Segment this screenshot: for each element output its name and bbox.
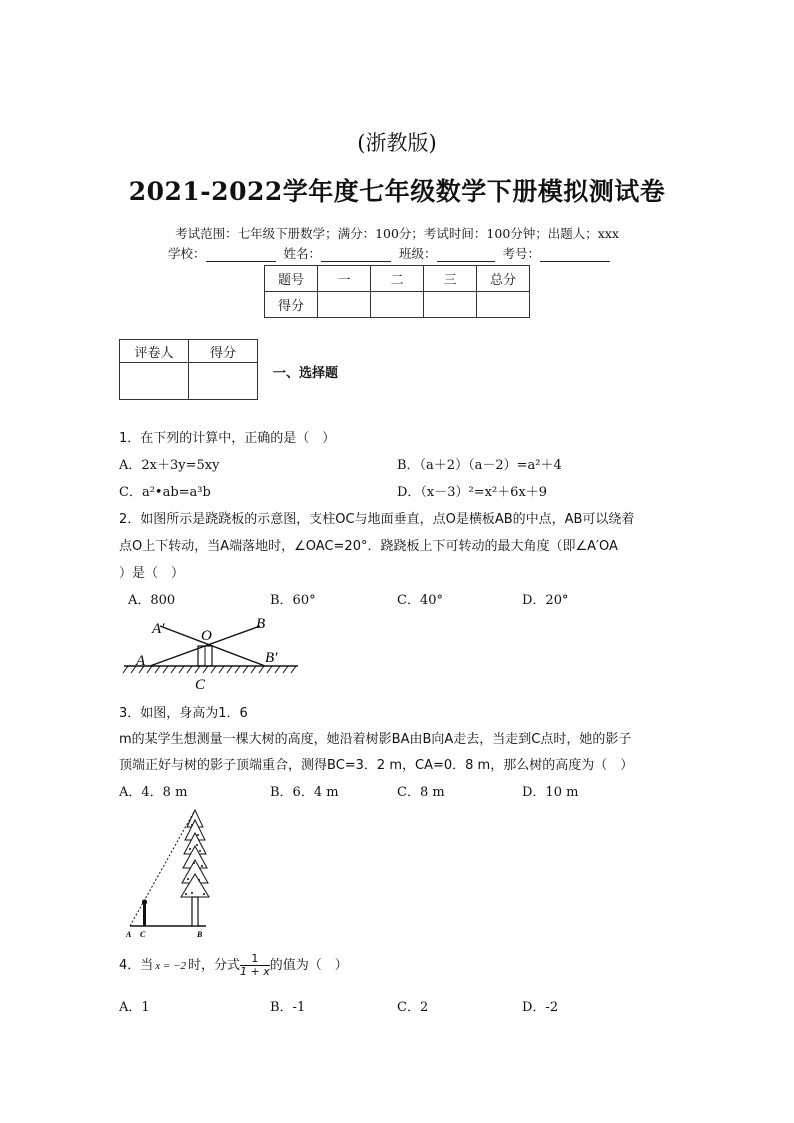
name-label: 姓名： <box>283 246 322 261</box>
seesaw-figure <box>120 612 300 694</box>
fraction-denominator: 1 + x <box>240 965 270 978</box>
question-3-stem-line-3: 顶端正好与树的影子顶端重合，测得BC=3．2 m，CA=0．8 m，那么树的高度为（ ） <box>119 758 634 773</box>
question-1-stem: 1．在下列的计算中，正确的是（ ） <box>119 431 336 446</box>
question-2-stem-line-1: 2．如图所示是跷跷板的示意图，支柱OC与地面垂直，点O是横板AB的中点，AB可以绕着 <box>119 512 635 527</box>
school-blank[interactable] <box>206 249 276 262</box>
grader-header-cell: 得分 <box>189 340 258 363</box>
question-2-option-b[interactable]: B．60° <box>270 593 316 608</box>
school-label: 学校： <box>168 246 206 261</box>
paper-subtitle: (浙教版) <box>357 131 437 155</box>
score-header-cell: 总分 <box>477 266 530 292</box>
question-3-stem-line-2: m的某学生想测量一棵大树的高度，她沿着树影BA由B向A走去，当走到C点时，她的影子 <box>119 732 632 747</box>
name-blank[interactable] <box>321 249 391 262</box>
question-2-option-c[interactable]: C．40° <box>397 593 443 608</box>
exam-info: 考试范围：七年级下册数学；满分：100分；考试时间：100分钟；出题人；xxx <box>175 226 619 241</box>
student-figure <box>143 904 146 926</box>
tree-trunk <box>192 897 198 926</box>
section-title: 一、选择题 <box>273 366 339 381</box>
label-b: B <box>256 616 266 632</box>
score-cell[interactable] <box>424 292 477 318</box>
question-2-option-d[interactable]: D．20° <box>522 593 569 608</box>
label-a-prime: A′ <box>152 621 165 637</box>
question-4-condition: x = −2 <box>155 960 187 972</box>
tree-shadow-figure <box>120 805 220 940</box>
question-1-option-b[interactable]: B．（a＋2）（a－2）=a²＋4 <box>397 458 562 473</box>
student-head <box>142 899 147 904</box>
student-fields <box>168 244 614 262</box>
question-4-option-c[interactable]: C．2 <box>397 1000 429 1015</box>
question-1-option-d[interactable]: D．（x－3）²=x²＋6x＋9 <box>397 485 548 500</box>
question-2-stem-line-3: ）是（ ） <box>119 566 185 581</box>
question-4-suffix: 的值为（ ） <box>269 958 348 973</box>
fraction-numerator: 1 <box>240 953 270 966</box>
score-header-cell: 一 <box>318 266 371 292</box>
question-4-option-a[interactable]: A．1 <box>119 1000 150 1015</box>
score-row-label: 得分 <box>265 292 318 318</box>
label-c: C <box>195 677 206 693</box>
question-3-option-d[interactable]: D．10 m <box>522 785 579 800</box>
score-cell[interactable] <box>477 292 530 318</box>
question-4-fraction <box>240 953 270 978</box>
question-2-stem-line-2: 点O上下转动，当A端落地时，∠OAC=20°．跷跷板上下可转动的最大角度（即∠A′OA <box>119 539 618 554</box>
label-c: C <box>140 930 146 939</box>
question-2-option-a[interactable]: A．800 <box>128 593 176 608</box>
class-label: 班级： <box>399 246 437 261</box>
score-table <box>264 265 530 318</box>
class-blank[interactable] <box>437 249 495 262</box>
question-3-option-a[interactable]: A．4．8 m <box>119 785 188 800</box>
question-3-option-b[interactable]: B．6．4 m <box>270 785 339 800</box>
score-cell[interactable] <box>371 292 424 318</box>
score-header-cell: 三 <box>424 266 477 292</box>
score-cell[interactable] <box>318 292 371 318</box>
grader-header-cell: 评卷人 <box>120 340 189 363</box>
ground-hatching <box>123 666 296 673</box>
label-a: A <box>126 930 132 939</box>
score-header-cell: 题号 <box>265 266 318 292</box>
question-4-mid: 时，分式 <box>188 958 241 973</box>
question-4-option-b[interactable]: B．-1 <box>270 1000 306 1015</box>
label-a: A <box>136 653 146 669</box>
grader-cell[interactable] <box>189 363 258 400</box>
grader-table <box>119 339 258 400</box>
question-1-option-a[interactable]: A．2x＋3y=5xy <box>119 458 220 473</box>
question-3-option-c[interactable]: C．8 m <box>397 785 445 800</box>
question-4-stem <box>119 953 348 978</box>
question-4-option-d[interactable]: D．-2 <box>522 1000 559 1015</box>
grader-cell[interactable] <box>120 363 189 400</box>
score-header-cell: 二 <box>371 266 424 292</box>
number-blank[interactable] <box>540 249 610 262</box>
question-1-option-c[interactable]: C．a²•ab=a³b <box>119 485 211 500</box>
label-b-prime: B′ <box>265 650 278 666</box>
label-b: B <box>197 930 203 939</box>
question-3-stem-line-1: 3．如图，身高为1．6 <box>119 706 248 721</box>
label-o: O <box>201 628 212 644</box>
paper-title: 2021-2022学年度七年级数学下册模拟测试卷 <box>128 177 666 206</box>
number-label: 考号： <box>502 246 541 261</box>
question-4-prefix: 4．当 <box>119 958 154 973</box>
